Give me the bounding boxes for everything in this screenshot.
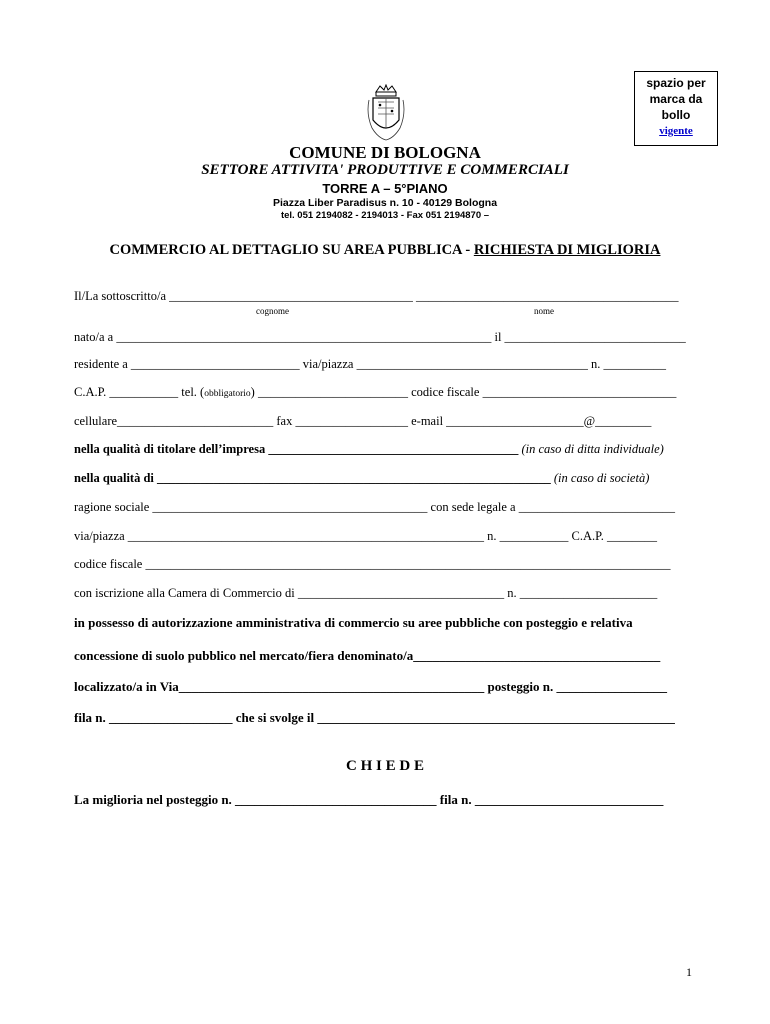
field-concessione[interactable]: concessione di suolo pubblico nel mercato/fiera denominato/a______________________________________ [74,648,661,663]
field-localizzato[interactable]: localizzato/a in Via_______________________________________________ posteggio n. _________________ [74,679,667,694]
titolare-note: (in caso di ditta individuale) [521,442,664,456]
field-via-sede[interactable]: via/piazza _________________________________________________________ n. ___________ C.A.P. ________ [74,529,657,543]
field-nato[interactable]: nato/a a ____________________________________________________________ il _____________________________ [74,330,686,344]
field-qualita[interactable] [74,471,699,486]
field-titolare[interactable] [74,442,699,457]
possesso-text: in possesso di autorizzazione amministrativa di commercio su aree pubbliche con posteggio e relativa [74,615,633,630]
titolare-text: nella qualità di titolare dell’impresa ________________________________________ [74,442,519,456]
stamp-line-1: spazio per [646,76,706,90]
office-phones: tel. 051 2194082 - 2194013 - Fax 051 2194870 – [280,210,490,221]
field-residente[interactable]: residente a ___________________________ via/piazza _____________________________________ n. __________ [74,357,666,371]
org-name: COMUNE DI BOLOGNA [289,143,481,162]
vigente-link[interactable]: vigente [659,125,693,137]
title-underlined: RICHIESTA DI MIGLIORIA [473,242,661,258]
document-title [0,242,770,259]
obbligatorio-note: obbligatorio [204,389,251,399]
field-ragione-sociale[interactable]: ragione sociale ____________________________________________ con sede legale a _________________________ [74,500,675,514]
cf-text: ) ________________________ codice fiscale _______________________________ [250,385,677,399]
stamp-box [634,71,718,146]
field-contatti[interactable]: cellulare_________________________ fax __________________ e-mail ______________________@_________ [74,414,652,428]
chiede-heading: C H I E D E [346,758,424,774]
field-fila-svolge[interactable]: fila n. ___________________ che si svolge il _______________________________________________________ [74,710,675,725]
label-cognome: cognome [256,306,289,316]
title-main: COMMERCIO AL DETTAGLIO SU AREA PUBBLICA - [109,242,474,258]
stamp-line-3: bollo [661,108,691,122]
label-nome: nome [534,306,554,316]
cap-tel-text: C.A.P. ___________ tel. ( [74,385,205,399]
coat-of-arms-emblem [366,84,406,142]
tower-floor: TORRE A – 5°PIANO [322,181,448,196]
field-codice-fiscale[interactable]: codice fiscale ____________________________________________________________________________________ [74,557,671,571]
office-address: Piazza Liber Paradisus n. 10 - 40129 Bologna [272,197,498,209]
page-number: 1 [686,965,692,979]
field-cap-tel-cf[interactable] [74,385,699,400]
field-camera-commercio[interactable]: con iscrizione alla Camera di Commercio di _________________________________ n. ______________________ [74,586,658,600]
stamp-line-2: marca da [649,92,703,106]
qualita-text: nella qualità di _______________________________________________________________ [74,471,551,485]
field-sottoscritto[interactable]: Il/La sottoscritto/a _______________________________________ __________________________________________ [74,289,679,303]
field-miglioria[interactable]: La miglioria nel posteggio n. _______________________________ fila n. _____________________________ [74,792,664,807]
qualita-note: (in caso di società) [553,471,650,485]
sector-name: SETTORE ATTIVITA' PRODUTTIVE E COMMERCIALI [201,162,569,178]
